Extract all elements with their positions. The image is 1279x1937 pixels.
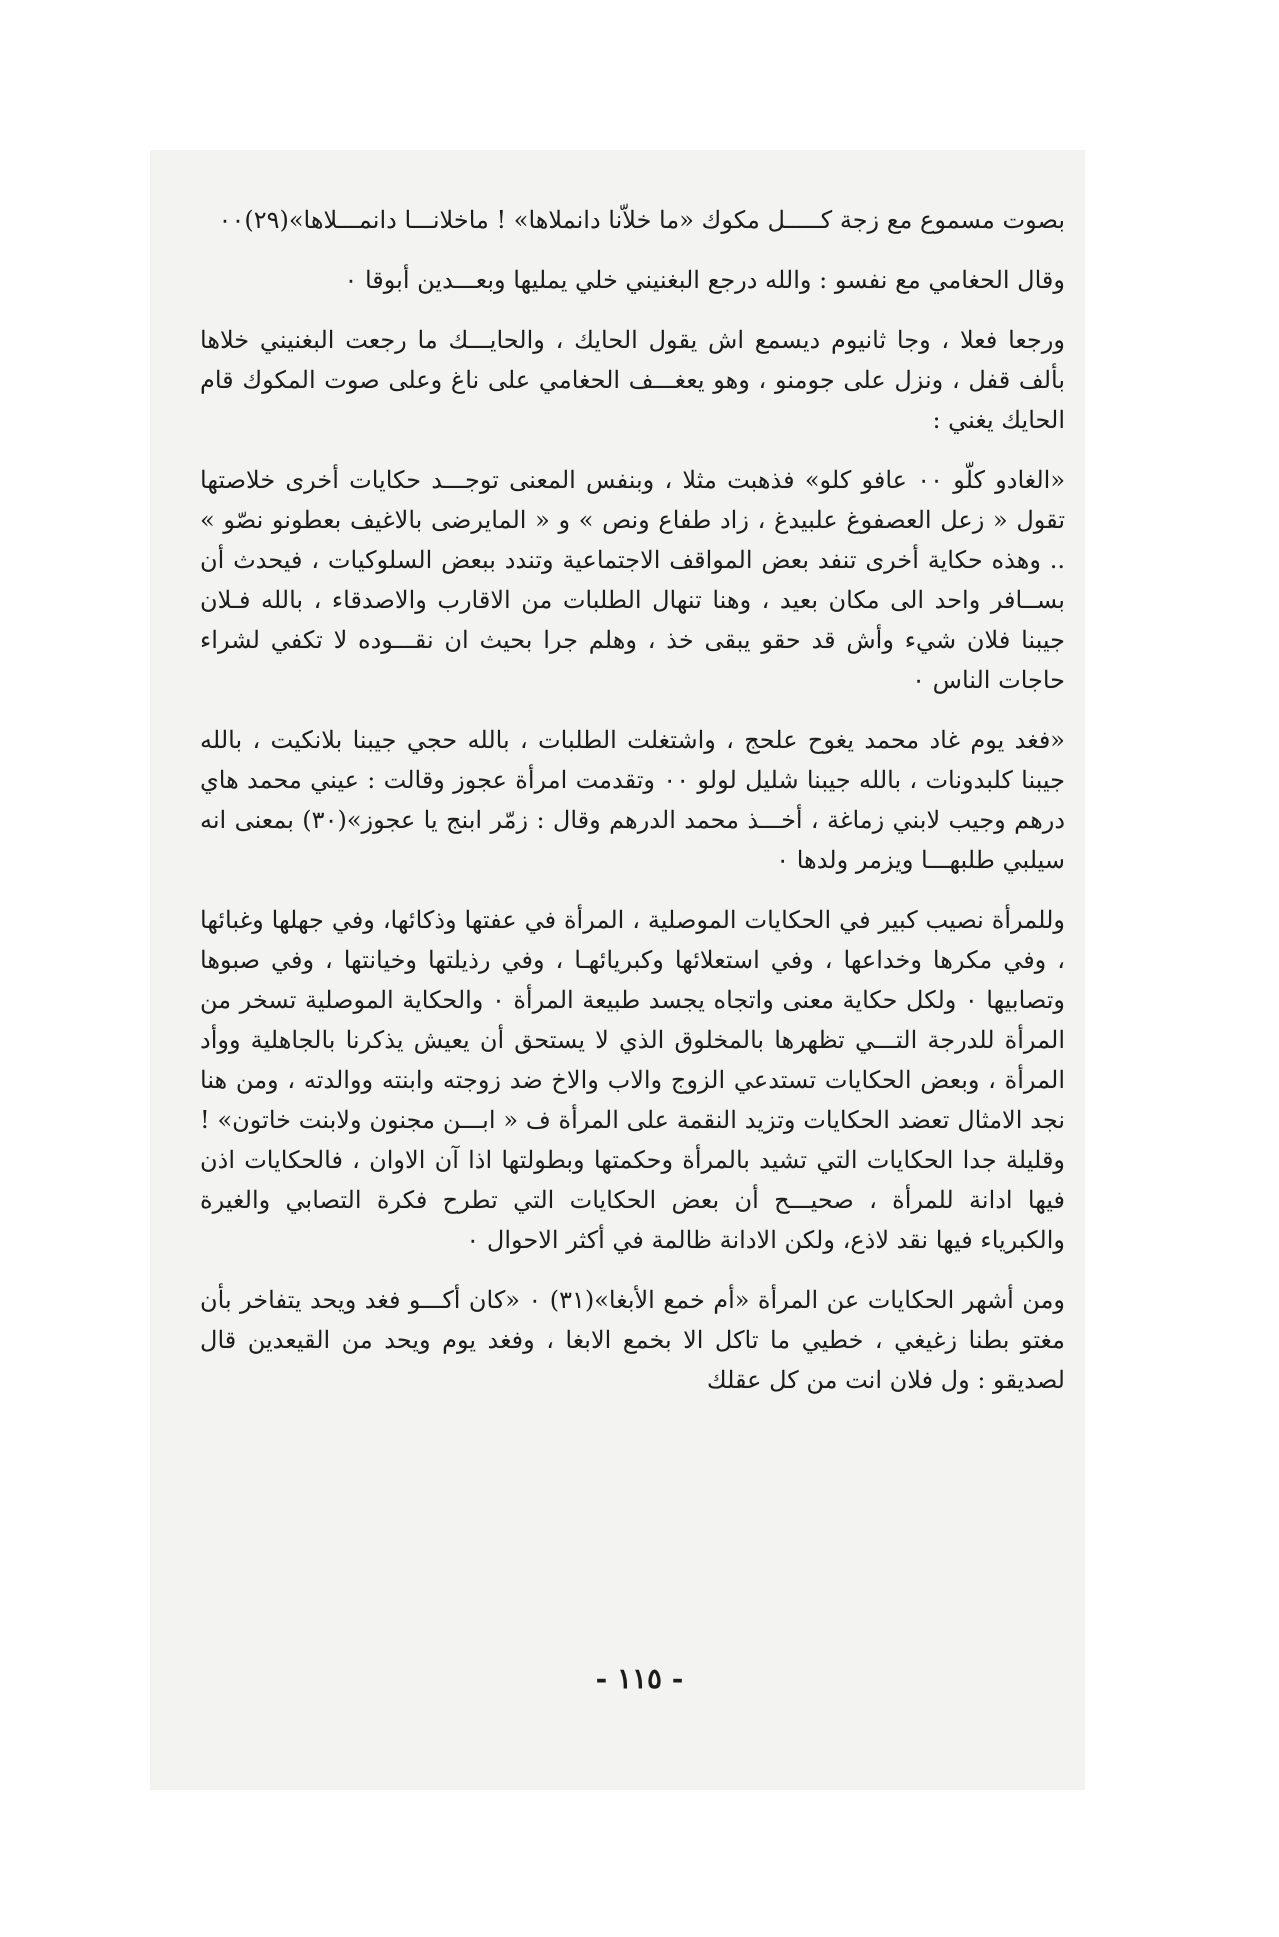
paragraph: ورجعا فعلا ، وجا ثانيوم ديسمع اش يقول الحايك ، والحايـــك ما رجعت البغنيني خلاها بألف قفل ، ونزل على جومنو ، وهو يعغـــف الحغامي على ناغ وعلى صوت المكوك قام الحايك يغني :	[200, 326, 1065, 434]
paragraph: «فغد يوم غاد محمد يغوح علحج ، واشتغلت الطلبات ، بالله حجي جيبنا بلانكيت ، بالله جيبنا كلبدونات ، بالله جيبنا شليل لولو ٠٠ وتقدمت امرأة عجوز وقالت : عيني محمد هاي درهم وجيب لابني زماغة ، أخـــذ محمد الدرهم وقال : زمّر ابنج يا عجوز»(٣٠) بمعنى انه سيلبي طلبهـــا ويزمر ولدها ٠	[200, 726, 1066, 874]
paragraph: وللمرأة نصيب كبير في الحكايات الموصلية ، المرأة في عفتها وذكائها، وفي جهلها وغبائها ، وفي مكرها وخداعها ، وفي استعلائها وكبريائهـا ، وفي رذيلتها وخيانتها ، وفي صبوها وتصابيها ٠ ولكل حكاية معنى واتجاه يجسد طبيعة المرأة ٠ والحكاية الموصلية تسخر من المرأة للدرجة التـــي تظهرها بالمخلوق الذي لا يستحق أن يعيش يذكرنا بالجاهلية ووأد المرأة ، وبعض الحكايات تستدعي الزوج والاب والاخ ضد زوجته وابنته ووالدته ، ومن هنا نجد الامثال تعضد الحكايات وتزيد النقمة على المرأة ف « ابـــن مجنون ولابنت خاتون» ! وقليلة جدا الحكايات التي تشيد بالمرأة وحكمتها وبطولتها اذا آن الاوان ، فالحكايات اذن فيها ادانة للمرأة ، صحيـــح أن بعض الحكايات التي تطرح فكرة التصابي والغيرة والكبرياء فيها نقد لاذع، ولكن الادانة ظالمة في أكثر الاحوال ٠	[200, 906, 1066, 1254]
paragraph: ومن أشهر الحكايات عن المرأة «أم خمع الأبغا»(٣١) ٠ «كان أكـــو فغد ويحد يتفاخر بأن مغتو بطنا زغيغي ، خطيي ما تاكل الا بخمع الابغا ، وفغد يوم ويحد من القيعدين قال لصديقو : ول فلان انت من كل عقلك	[200, 1286, 1066, 1394]
body-text	[200, 200, 1065, 1420]
paragraph: بصوت مسموع مع زجة كـــــل مكوك «ما خلا‌ّنا دانملاها» ! ماخلانـــا دانمـــلاها»(٢٩)٠٠	[218, 206, 1065, 234]
paragraph: وقال الحغامي مع نفسو : والله درجع البغنيني خلي يمليها وبعـــدين أبوقا ٠	[344, 266, 1065, 294]
paragraph: «الغادو كلّو ٠٠ عافو كلو» فذهبت مثلا ، وبنفس المعنى توجـــد حكايات أخرى خلاصتها تقول « زعل العصفوغ علبيدغ ، زاد طفاع ونص » و « المايرضى بالاغيف بعطونو نصّو » .. وهذه حكاية أخرى تنفد بعض المواقف الاجتماعية وتندد ببعض السلوكيات ، فيحدث أن بســافر واحد الى مكان بعيد ، وهنا تنهال الطلبات من الاقارب والاصدقاء ، بالله فـلان جيبنا فلان شيء وأش قد حقو يبقى خذ ، وهلم جرا بحيث ان نقـــوده لا تكفي لشراء حاجات الناس ٠	[200, 466, 1066, 694]
page-number: - ١١٥ -	[595, 1662, 684, 1695]
